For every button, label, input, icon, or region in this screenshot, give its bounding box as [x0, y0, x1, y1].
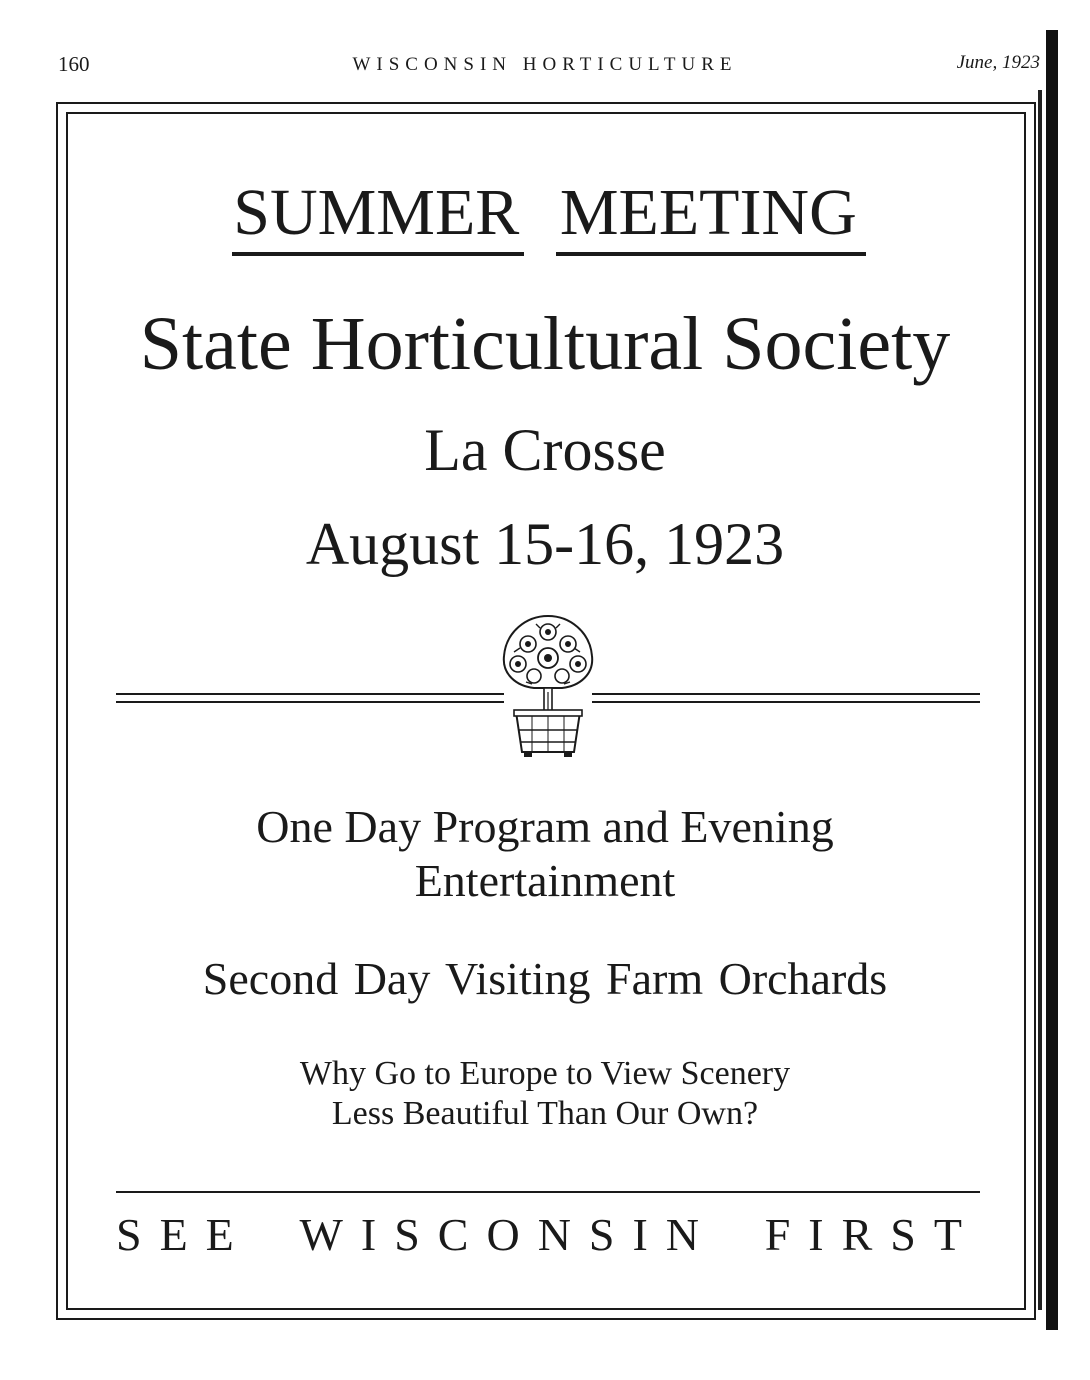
- program-text: [0, 800, 1090, 908]
- title-word-meeting: MEETING: [559, 176, 857, 249]
- potted-tree-icon: [496, 612, 600, 760]
- meeting-title: [0, 176, 1090, 249]
- title-word-summer: SUMMER: [233, 176, 520, 249]
- page-number: 160: [58, 52, 90, 76]
- issue-date: June, 1923: [956, 52, 1040, 73]
- program-line-1: One Day Program and Evening: [256, 801, 834, 852]
- tagline-word-wisconsin: WISCONSIN: [299, 1209, 718, 1260]
- meeting-city: La Crosse: [424, 417, 666, 483]
- tagline: [116, 1209, 980, 1260]
- tagline-word-see: SEE: [116, 1209, 252, 1260]
- question-text: [0, 1054, 1090, 1134]
- program-line-2: Entertainment: [414, 855, 676, 906]
- title-underline-right: [556, 252, 866, 256]
- organization-name: State Horticultural Society: [139, 302, 951, 386]
- title-underline-left: [232, 252, 524, 256]
- tagline-word-first: FIRST: [764, 1209, 980, 1260]
- tagline-rule: [116, 1191, 980, 1193]
- meeting-dates: August 15-16, 1923: [305, 511, 785, 577]
- second-day-text: Second Day Visiting Farm Orchards: [202, 953, 888, 1004]
- running-head: WISCONSIN HORTICULTURE: [352, 54, 738, 75]
- question-line-2: Less Beautiful Than Our Own?: [331, 1095, 759, 1132]
- question-line-1: Why Go to Europe to View Scenery: [299, 1055, 791, 1092]
